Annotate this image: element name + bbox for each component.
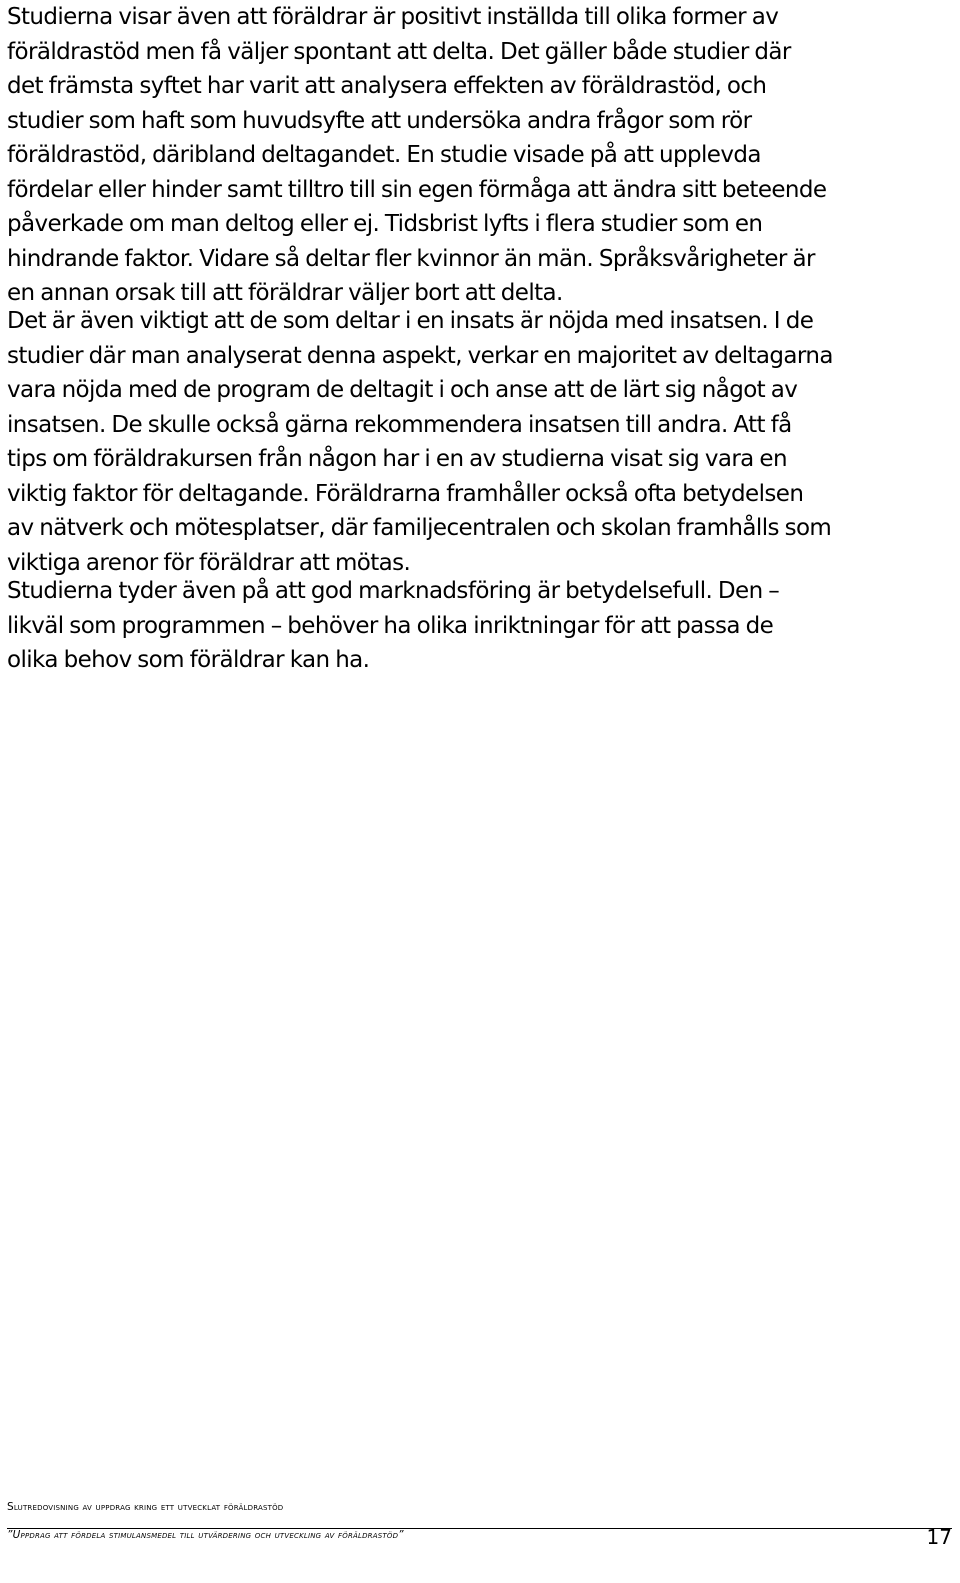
footer-assignment-title: ”Uppdrag att fördela stimulansmedel till utvärdering och utveckling av föräldrastöd” — [7, 1529, 404, 1541]
paragraph-line: föräldrastöd, däribland deltagandet. En studie visade på att upplevda — [7, 142, 761, 168]
paragraph-line: vara nöjda med de program de deltagit i och anse att de lärt sig något av — [7, 377, 798, 403]
paragraph-1 — [7, 0, 947, 311]
page-number: 17 — [926, 1525, 952, 1549]
paragraph-line: insatsen. De skulle också gärna rekommendera insatsen till andra. Att få — [7, 411, 792, 438]
paragraph-line: likväl som programmen – behöver ha olika inriktningar för att passa de — [7, 612, 774, 639]
paragraph-line: det främsta syftet har varit att analysera effekten av föräldrastöd, och — [7, 73, 767, 99]
paragraph-line: hindrande faktor. Vidare så deltar fler kvinnor än män. Språksvårigheter är — [7, 245, 815, 272]
footer-report-title: Slutredovisning av uppdrag kring ett utvecklat föräldrastöd — [7, 1501, 284, 1513]
paragraph-line: Det är även viktigt att de som deltar i en insats är nöjda med insatsen. I de — [7, 308, 814, 334]
paragraph-line: påverkade om man deltog eller ej. Tidsbrist lyfts i flera studier som en — [7, 211, 763, 237]
paragraph-line: tips om föräldrakursen från någon har i en av studierna visat sig vara en — [7, 446, 787, 472]
paragraph-line: viktiga arenor för föräldrar att mötas. — [7, 549, 411, 576]
paragraph-line: Studierna visar även att föräldrar är positivt inställda till olika former av — [7, 4, 779, 30]
paragraph-2 — [7, 304, 947, 580]
paragraph-line: Studierna tyder även på att god marknadsföring är betydelsefull. Den – — [7, 578, 780, 604]
paragraph-line: olika behov som föräldrar kan ha. — [7, 647, 370, 673]
paragraph-line: fördelar eller hinder samt tilltro till sin egen förmåga att ändra sitt beteende — [7, 176, 827, 203]
paragraph-line: viktig faktor för deltagande. Föräldrarna framhåller också ofta betydelsen — [7, 480, 804, 507]
paragraph-line: studier där man analyserat denna aspekt, verkar en majoritet av deltagarna — [7, 342, 833, 369]
paragraph-line: en annan orsak till att föräldrar väljer bort att delta. — [7, 280, 563, 306]
paragraph-3 — [7, 574, 947, 678]
footer-bar — [7, 1525, 952, 1549]
paragraph-line: av nätverk och mötesplatser, där familjecentralen och skolan framhålls som — [7, 515, 832, 541]
paragraph-line: föräldrastöd men få väljer spontant att delta. Det gäller både studier där — [7, 38, 791, 65]
paragraph-line: studier som haft som huvudsyfte att undersöka andra frågor som rör — [7, 107, 752, 134]
